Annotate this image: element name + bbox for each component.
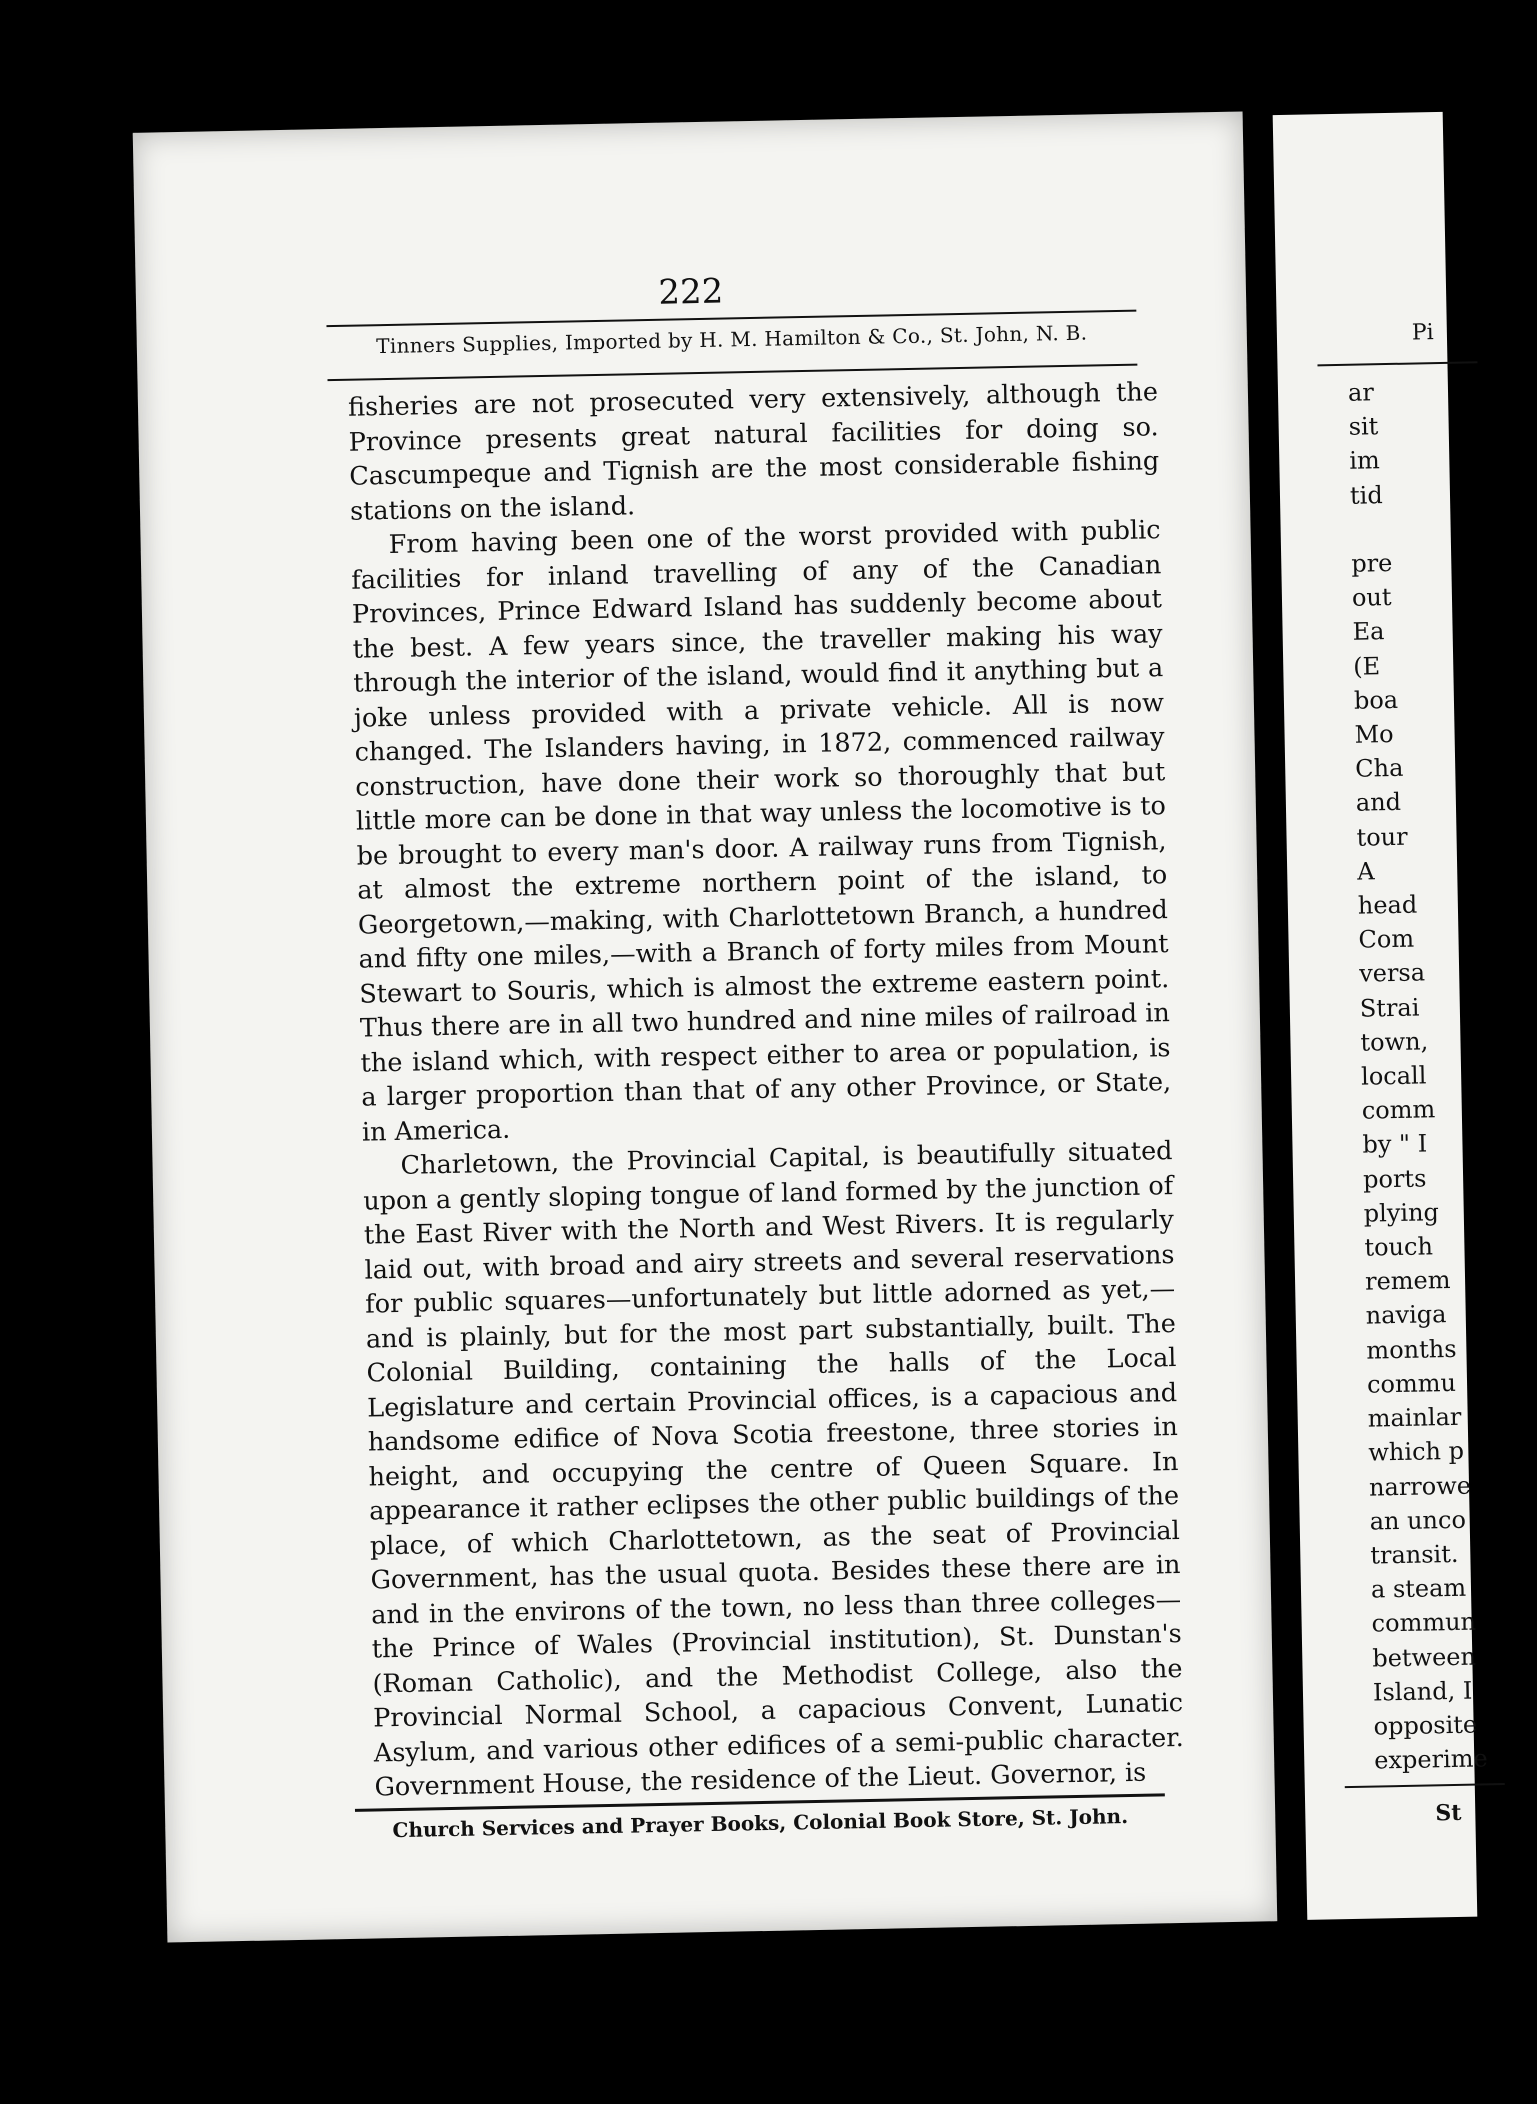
- adjacent-line-fragment: ports: [1362, 1164, 1427, 1194]
- adjacent-line-fragment: plying: [1363, 1198, 1440, 1228]
- adjacent-line-fragment: locall: [1360, 1061, 1427, 1091]
- adjacent-line-fragment: tour: [1356, 822, 1408, 852]
- adjacent-line-fragment: Com: [1358, 924, 1415, 954]
- body-text: [348, 375, 1185, 1805]
- adjacent-footer-rule: [1345, 1783, 1505, 1788]
- adjacent-header-fragment: Pi: [1411, 320, 1434, 346]
- adjacent-line-fragment: Island, I: [1372, 1676, 1473, 1707]
- adjacent-header-rule: [1317, 361, 1477, 366]
- adjacent-line-fragment: A: [1356, 857, 1375, 886]
- adjacent-line-fragment: transit.: [1370, 1539, 1459, 1570]
- adjacent-line-fragment: head: [1357, 890, 1418, 920]
- adjacent-line-fragment: experime: [1374, 1744, 1488, 1775]
- adjacent-line-fragment: boa: [1353, 685, 1399, 715]
- adjacent-line-fragment: between: [1372, 1642, 1477, 1673]
- adjacent-line-fragment: a steam: [1370, 1573, 1467, 1604]
- adjacent-line-fragment: [1350, 509, 1511, 546]
- adjacent-line-fragment: ar: [1347, 378, 1375, 407]
- adjacent-line-fragment: town,: [1360, 1027, 1429, 1057]
- adjacent-line-fragment: comm: [1361, 1095, 1436, 1125]
- adjacent-line-fragment: out: [1351, 583, 1392, 612]
- paragraph: fisheries are not prosecuted very extensively, although the Province presents great natural facilities for doing so. Cascumpeque and Tignish are the most considerable fishing stations on the island.: [347, 377, 1160, 527]
- adjacent-line-fragment: remem: [1364, 1266, 1451, 1296]
- footer-advertisement: Church Services and Prayer Books, Colonial Book Store, St. John.: [392, 1804, 1129, 1843]
- adjacent-line-fragment: which p: [1368, 1437, 1465, 1467]
- adjacent-line-fragment: touch: [1364, 1232, 1434, 1262]
- adjacent-line-fragment: (E: [1353, 651, 1381, 681]
- adjacent-line-fragment: Ea: [1352, 617, 1385, 647]
- adjacent-footer-fragment: St: [1435, 1799, 1462, 1827]
- adjacent-line-fragment: im: [1349, 446, 1381, 476]
- adjacent-line-fragment: an unco: [1369, 1505, 1467, 1536]
- adjacent-text-fragments: [1348, 373, 1535, 1778]
- adjacent-line-fragment: narrowe: [1368, 1471, 1472, 1502]
- adjacent-line-fragment: opposite: [1373, 1710, 1478, 1741]
- adjacent-line-fragment: by " I: [1362, 1129, 1428, 1160]
- page-number: 222: [658, 271, 724, 313]
- adjacent-line-fragment: tid: [1349, 480, 1383, 510]
- adjacent-line-fragment: pre: [1351, 548, 1393, 578]
- main-page: [133, 112, 1278, 1943]
- adjacent-line-fragment: Cha: [1354, 754, 1404, 783]
- adjacent-line-fragment: months: [1366, 1334, 1457, 1365]
- adjacent-line-fragment: Strai: [1359, 993, 1420, 1023]
- adjacent-line-fragment: versa: [1358, 958, 1426, 989]
- adjacent-line-fragment: commun: [1371, 1607, 1477, 1638]
- adjacent-page: [1273, 112, 1488, 1920]
- adjacent-line-fragment: and: [1355, 788, 1402, 818]
- adjacent-line-fragment: Mo: [1354, 719, 1394, 749]
- adjacent-line-fragment: sit: [1348, 412, 1379, 441]
- adjacent-line-fragment: mainlar: [1367, 1402, 1462, 1433]
- header-advertisement: Tinners Supplies, Imported by H. M. Hamilton & Co., St. John, N. B.: [376, 320, 1088, 359]
- adjacent-line-fragment: commu: [1366, 1368, 1457, 1399]
- adjacent-line-fragment: naviga: [1365, 1300, 1447, 1331]
- paragraph: Charletown, the Provincial Capital, is beautifully situated upon a gently sloping tongue of land formed by the junction of the East River with the North and West Rivers. It is regularly laid out, with broad and airy streets and several reservations for public squares—unfortunately but little adorned as yet,—and is plainly, but for the most part substantially, built. The Colonial Building, containing the halls of the Local Legislature and certain Provincial offices, is a capacious and handsome edifice of Nova Scotia freestone, three stories in height, and occupying the centre of Queen Square. In appearance it rather eclipses the other public buildings of the place, of which Charlottetown, as the seat of Provincial Government, has the usual quota. Besides these there are in and in the environs of the town, no less than three colleges—the Prince of Wales (Provincial institution), St. Dunstan's (Roman Catholic), and the Methodist College, also the Provincial Normal School, a capacious Convent, Lunatic Asylum, and various other edifices of a semi-public character. Government House, the residence of the Lieut. Governor, is: [362, 1136, 1185, 1803]
- paragraph: From having been one of the worst provided with public facilities for inland travelling of any of the Canadian Provinces, Prince Edward Island has suddenly become about the best. A few years since, the traveller making his way through the interior of the island, would find it anything but a joke unless provided with a private vehicle. All is now changed. The Islanders having, in 1872, commenced railway construction, have done their work so thoroughly that but little more can be done in that way unless the locomotive is to be brought to every man's door. A railway runs from Tignish, at almost the extreme northern point of the island, to Georgetown,—making, with Charlottetown Branch, a hundred and fifty one miles,—with a Branch of forty miles from Mount Stewart to Souris, which is almost the extreme eastern point. Thus there are in all two hundred and nine miles of railroad in the island which, with respect either to area or population, is a larger proportion than that of any other Province, or State, in America.: [351, 515, 1172, 1148]
